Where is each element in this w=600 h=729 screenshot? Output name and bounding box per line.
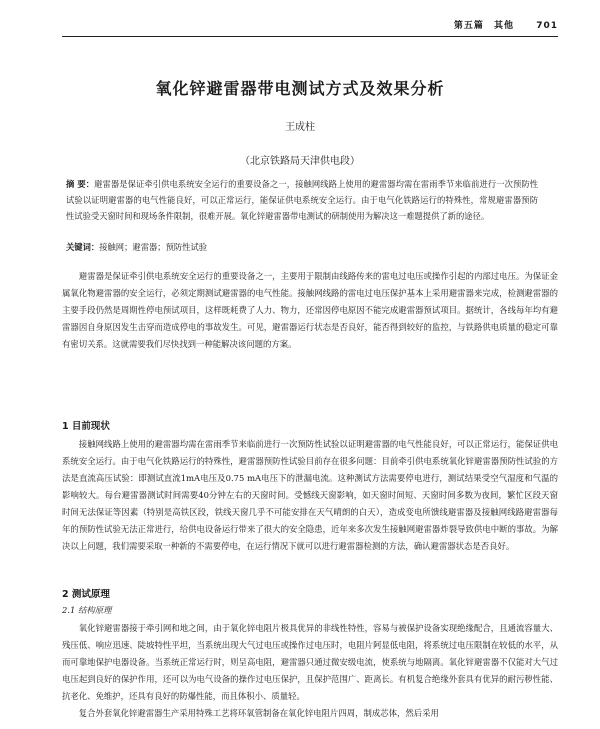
header-page-number: 701 bbox=[536, 21, 558, 31]
section-1-body bbox=[62, 436, 558, 555]
section-2-1-heading: 2.1 结构原理 bbox=[62, 605, 112, 615]
abstract-label: 摘 要： bbox=[66, 179, 95, 189]
header-section: 第五篇 bbox=[453, 21, 484, 31]
affiliation: （北京铁路局天津供电段） bbox=[240, 156, 360, 167]
intro-text: 避雷器是保证牵引供电系统安全运行的重要设备之一，主要用于限制由线路传来的雷电过电压或操作引起的内部过电压。为保证金属氧化物避雷器的安全运行，必须定期测试避雷器的电气性能。接触网线路的雷电过电压保护基本上采用避雷器来完成，检测避雷器的主要手段仍然是周期性停电预试项目，这样既耗费了人力、物力，还常因停电原因不能完成避雷器预试项目。据统计，各线每年均有避雷器因自身原因发生击穿而造成停电的事故发生。可见，避雷器运行状态是否良好，能否得到较好的监控，与铁路供电质量的稳定可靠有密切关系。这就需要我们尽快找到一种能解决该问题的方案。 bbox=[62, 271, 558, 349]
keywords-label: 关键词： bbox=[66, 242, 100, 252]
paper-title: 氧化锌避雷器带电测试方式及效果分析 bbox=[155, 79, 445, 98]
header-subsection: 其他 bbox=[494, 21, 515, 31]
keywords-text: 接触网；避雷器；预防性试验 bbox=[99, 242, 208, 252]
section-2-text-1: 氧化锌避雷器接于牵引网和地之间，由于氧化锌电阻片极具优异的非线性特性，容易与被保护设备实现绝缘配合，且通流容量大、残压低、响应迅速、陡坡特性平坦，当系统出现大气过电压或操作过电压时，电阻片阿显低电阻，将系统过电压限制在较低的水平，从而可靠地保护电器设备。当系统正常运行时，则呈高电阻，避雷器只通过微安级电流，使系统与地隔离。氧化锌避雷器不仅能对大气过电压起到良好的保护作用，还可以为电气设备的操作过电压保护，且保护范围广、距离长。有机复合绝缘外套具有优异的耐污秽性能、抗老化、免维护，还具有良好的防爆性能，而且体积小、质量轻。 bbox=[62, 623, 558, 701]
section-2-text-2: 复合外套氧化锌避雷器生产采用特殊工艺将环氧管制备在氧化锌电阻片四周，制成芯体，然后采用 bbox=[78, 708, 439, 718]
section-2-body bbox=[62, 620, 558, 722]
abstract-text: 避雷器是保证牵引供电系统安全运行的重要设备之一，接触网线路上使用的避雷器均需在雷雨季节来临前进行一次预防性试验以证明避雷器的电气性能良好，可以正常运行，能保证供电系统安全运行。由于电气化铁路运行的特殊性，常规避雷器预防性试验受天窗时间和现场条件限制，很难开展。氧化锌避雷器带电测试的研制使用为解决这一难题提供了新的途径。 bbox=[66, 179, 538, 221]
header-rule bbox=[62, 36, 558, 37]
author: 王成柱 bbox=[285, 122, 315, 133]
abstract bbox=[66, 176, 538, 224]
section-1-text: 接触网线路上使用的避雷器均需在雷雨季节来临前进行一次预防性试验以证明避雷器的电气性能良好，可以正常运行，能保证供电系统安全运行。由于电气化铁路运行的特殊性，避雷器预防性试验目前存在很多问题：目前牵引供电系统氧化锌避雷器预防性试验的方法是直流高压试验：即测试直流1mA电压及0.75 mA电压下的泄漏电流。这种测试方法需要停电进行，测试结果受空气湿度和气温的影响较大。每台避雷器测试时间需要40分钟左右的天窗时间。受憾线天窗影响，如天窗时间短、天窗时间多数为夜间，繁忙区段天窗时间无法保证等因素（特别是高铁区段，铁线天窗几乎不可能安排在天气晴朗的白天），造成变电所馈线避雷器及接触网线路避雷器每年的预防性试验无法正常进行，给供电设备运行带来了很大的安全隐患，近年来多次发生接触网避雷器炸裂导致供电中断的事故。为解决以上问题，我们需要采取一种新的不需要停电，在运行情况下就可以进行避雷器检测的方法，确认避雷器状态是否良好。 bbox=[62, 439, 558, 551]
running-header bbox=[448, 18, 558, 31]
section-1-heading: 1 目前现状 bbox=[62, 421, 110, 432]
keywords bbox=[66, 240, 538, 254]
section-2-heading: 2 测试原理 bbox=[62, 589, 110, 600]
intro-paragraph bbox=[62, 268, 558, 353]
